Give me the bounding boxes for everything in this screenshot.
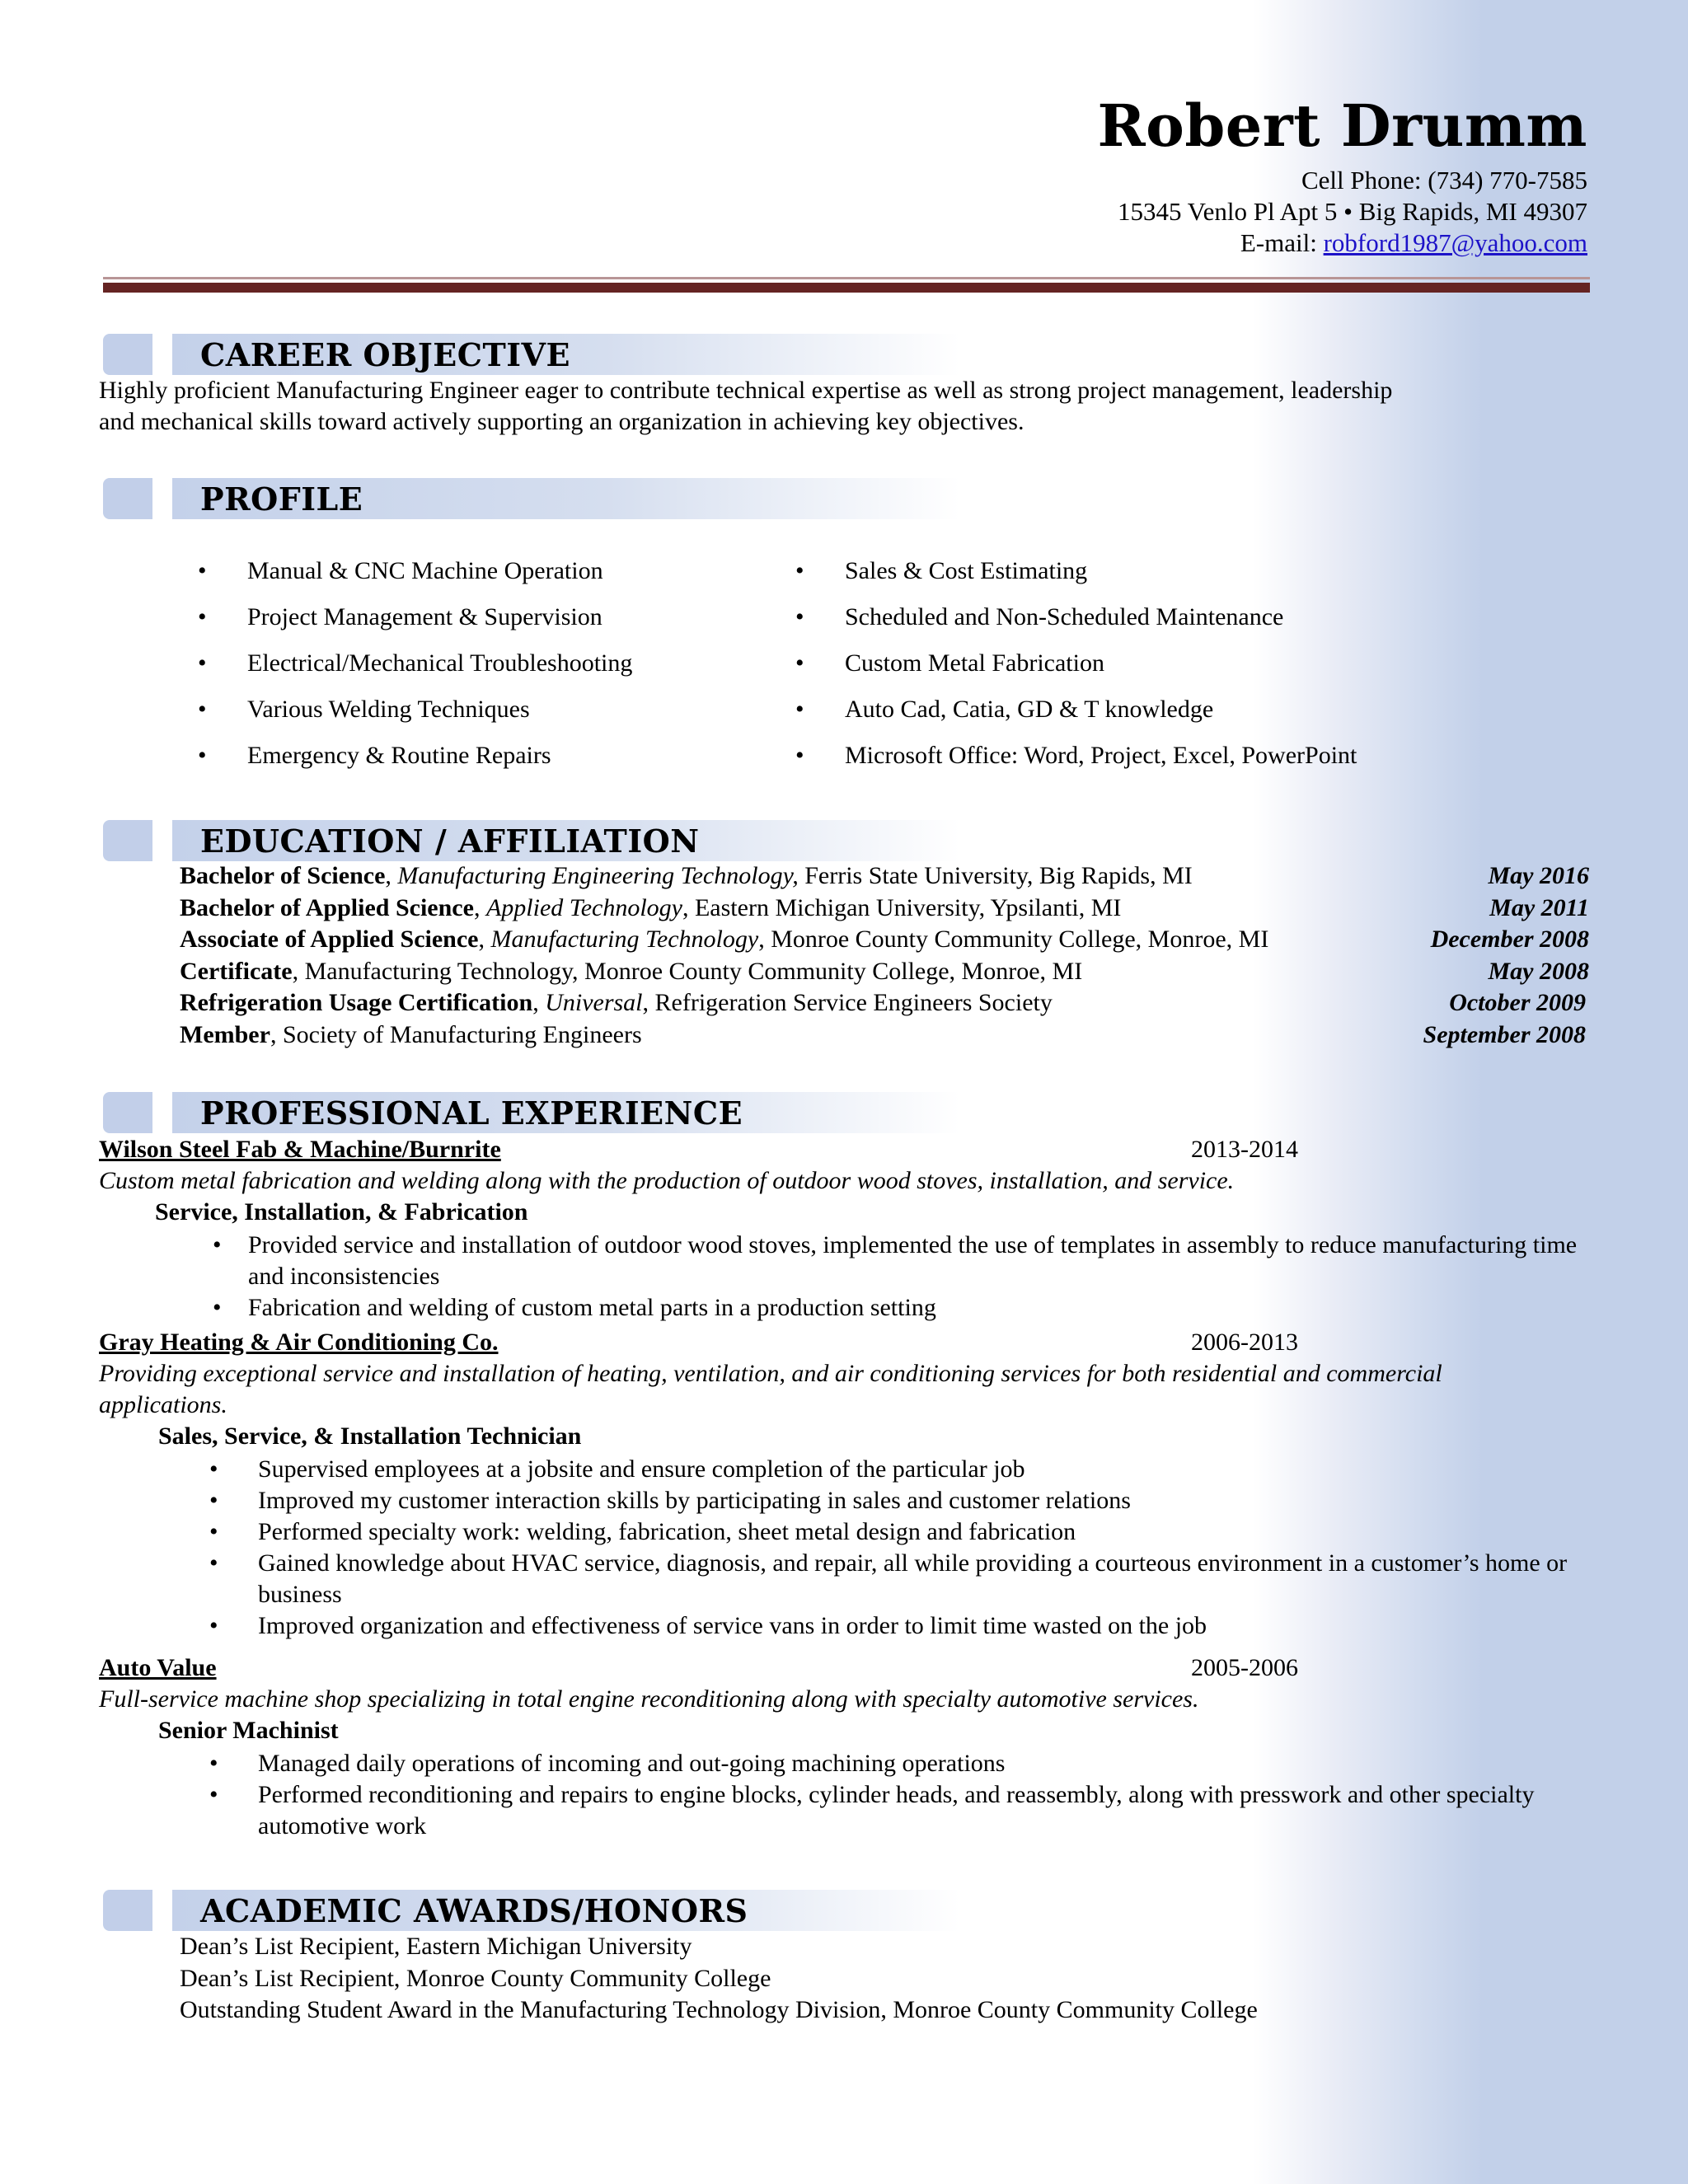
education-date: May 2008 — [1488, 957, 1589, 985]
education-row: Member, Society of Manufacturing Engineers September 2008 — [180, 1019, 1589, 1052]
section-header-awards — [103, 1890, 960, 1931]
bullet-icon: • — [209, 1781, 218, 1808]
job-bullet: • Provided service and installation of outdoor wood stoves, implemented the use of templates in assembly to reduce manufacturing time and inconsistencies — [213, 1231, 1578, 1290]
bullet-icon: • — [209, 1549, 218, 1577]
bullet-icon: • — [795, 649, 804, 677]
bullet-icon: • — [209, 1612, 218, 1639]
skill-item: • Microsoft Office: Word, Project, Excel, PowerPoint — [795, 733, 1357, 779]
bullet-icon: • — [209, 1455, 218, 1483]
objective-text: Highly proficient Manufacturing Engineer eager to contribute technical expertise as well as strong project management, leadership and mechanical skills toward actively supporting an organization in achieving key objectives. — [99, 377, 1393, 435]
job-company: Gray Heating & Air Conditioning Co. — [99, 1329, 499, 1356]
bullet-icon: • — [198, 557, 207, 584]
skill-item: • Auto Cad, Catia, GD & T knowledge — [795, 687, 1357, 733]
bullet-icon: • — [198, 649, 207, 677]
bullet-icon: • — [209, 1518, 218, 1545]
education-date: October 2009 — [1449, 989, 1586, 1016]
section-header-education — [103, 820, 960, 861]
job-bullet: • Supervised employees at a jobsite and ensure completion of the particular job — [99, 1454, 1593, 1485]
job-title: Service, Installation, & Fabrication — [155, 1198, 528, 1226]
address: 15345 Venlo Pl Apt 5 • Big Rapids, MI 49307 — [1117, 197, 1587, 226]
section-tab-decoration — [103, 1092, 152, 1133]
awards-list — [180, 1931, 1258, 2027]
job-bullets — [99, 1748, 1582, 1842]
bullet-icon: • — [213, 1231, 222, 1258]
section-title: PROFILE — [200, 480, 363, 518]
education-date: December 2008 — [1430, 926, 1589, 953]
profile-skills-left — [198, 548, 632, 779]
skill-item: • Emergency & Routine Repairs — [198, 733, 632, 779]
section-tab-decoration — [103, 1890, 152, 1931]
bullet-icon: • — [198, 603, 207, 630]
job-years: 2013-2014 — [1191, 1136, 1298, 1163]
job-description: Providing exceptional service and installation of heating, ventilation, and air conditioning services for both residential and commercial applications. — [99, 1360, 1442, 1418]
email-label: E-mail: — [1240, 228, 1324, 257]
education-row: Certificate, Manufacturing Technology, Monroe County Community College, Monroe, MI May 2008 — [180, 956, 1589, 988]
job-company: Wilson Steel Fab & Machine/Burnrite — [99, 1136, 501, 1163]
bullet-icon: • — [795, 557, 804, 584]
section-header-objective — [103, 334, 960, 375]
job-entry — [99, 1652, 1582, 1842]
section-header-experience — [103, 1092, 960, 1133]
bullet-icon: • — [795, 603, 804, 630]
section-title: EDUCATION / AFFILIATION — [200, 823, 700, 860]
email-link[interactable]: robford1987@yahoo.com — [1323, 228, 1587, 257]
bullet-icon: • — [795, 696, 804, 723]
header-rule-thick — [103, 283, 1590, 293]
skill-item: • Various Welding Techniques — [198, 687, 632, 733]
education-row: Bachelor of Applied Science, Applied Technology, Eastern Michigan University, Ypsilanti, MI May 2011 — [180, 893, 1589, 925]
section-tab-decoration — [103, 478, 152, 519]
education-row: Associate of Applied Science, Manufacturing Technology, Monroe County Community College, Monroe, MI December 2008 — [180, 924, 1589, 956]
section-title: CAREER OBJECTIVE — [200, 336, 570, 373]
skill-item: • Electrical/Mechanical Troubleshooting — [198, 640, 632, 687]
job-years: 2006-2013 — [1191, 1329, 1298, 1356]
job-bullet: • Performed reconditioning and repairs to engine blocks, cylinder heads, and reassembly, along with presswork and other specialty automotive work — [209, 1781, 1535, 1840]
job-bullet: • Managed daily operations of incoming and out-going machining operations — [99, 1748, 1593, 1779]
education-date: September 2008 — [1423, 1020, 1586, 1048]
education-row: Bachelor of Science, Manufacturing Engineering Technology, Ferris State University, Big Rapids, MI May 2016 — [180, 860, 1589, 893]
job-years: 2005-2006 — [1191, 1654, 1298, 1681]
job-bullet: • Performed specialty work: welding, fabrication, sheet metal design and fabrication — [99, 1516, 1593, 1548]
email-line — [1240, 227, 1587, 259]
bullet-icon: • — [795, 742, 804, 769]
skill-item: • Project Management & Supervision — [198, 594, 632, 640]
bullet-icon: • — [198, 696, 207, 723]
bullet-icon: • — [209, 1487, 218, 1514]
job-entry — [99, 1327, 1582, 1642]
skill-item: • Scheduled and Non-Scheduled Maintenance — [795, 594, 1357, 640]
job-bullets — [99, 1230, 1582, 1324]
education-date: May 2011 — [1489, 893, 1589, 921]
skill-item: • Custom Metal Fabrication — [795, 640, 1357, 687]
award-item: Outstanding Student Award in the Manufacturing Technology Division, Monroe County Community College — [180, 1996, 1258, 2023]
job-description: Custom metal fabrication and welding along with the production of outdoor wood stoves, installation, and service. — [99, 1167, 1235, 1194]
job-company: Auto Value — [99, 1654, 217, 1681]
job-title: Sales, Service, & Installation Technician — [158, 1422, 582, 1450]
skill-item: • Sales & Cost Estimating — [795, 548, 1357, 594]
job-bullet: • Fabrication and welding of custom metal parts in a production setting — [99, 1292, 1583, 1324]
job-entry — [99, 1134, 1582, 1324]
education-row: Refrigeration Usage Certification, Universal, Refrigeration Service Engineers Society October 2009 — [180, 987, 1589, 1019]
candidate-name: Robert Drumm — [1097, 91, 1587, 160]
job-title: Senior Machinist — [158, 1717, 339, 1744]
job-bullets — [99, 1454, 1582, 1642]
award-item: Dean’s List Recipient, Eastern Michigan University — [180, 1933, 692, 1960]
section-title: PROFESSIONAL EXPERIENCE — [200, 1094, 743, 1132]
bullet-icon: • — [198, 742, 207, 769]
bullet-icon: • — [209, 1750, 218, 1777]
header-rule-thin — [103, 277, 1590, 279]
phone: Cell Phone: (734) 770-7585 — [1301, 166, 1587, 194]
award-item: Dean’s List Recipient, Monroe County Community College — [180, 1964, 771, 1992]
education-date: May 2016 — [1488, 862, 1589, 889]
job-description: Full-service machine shop specializing in total engine reconditioning along with specialty automotive services. — [99, 1685, 1199, 1713]
job-bullet: • Gained knowledge about HVAC service, diagnosis, and repair, all while providing a courteous environment in a customer’s home or business — [209, 1549, 1568, 1608]
section-tab-decoration — [103, 334, 152, 375]
education-list — [180, 860, 1589, 1051]
section-header-profile — [103, 478, 960, 519]
skill-item: • Manual & CNC Machine Operation — [198, 548, 632, 594]
job-bullet: • Improved organization and effectiveness of service vans in order to limit time wasted on the job — [99, 1610, 1593, 1642]
profile-skills-right — [795, 548, 1357, 779]
bullet-icon: • — [213, 1294, 222, 1321]
section-title: ACADEMIC AWARDS/HONORS — [200, 1892, 748, 1929]
job-bullet: • Improved my customer interaction skills by participating in sales and customer relations — [99, 1485, 1593, 1516]
section-tab-decoration — [103, 820, 152, 861]
